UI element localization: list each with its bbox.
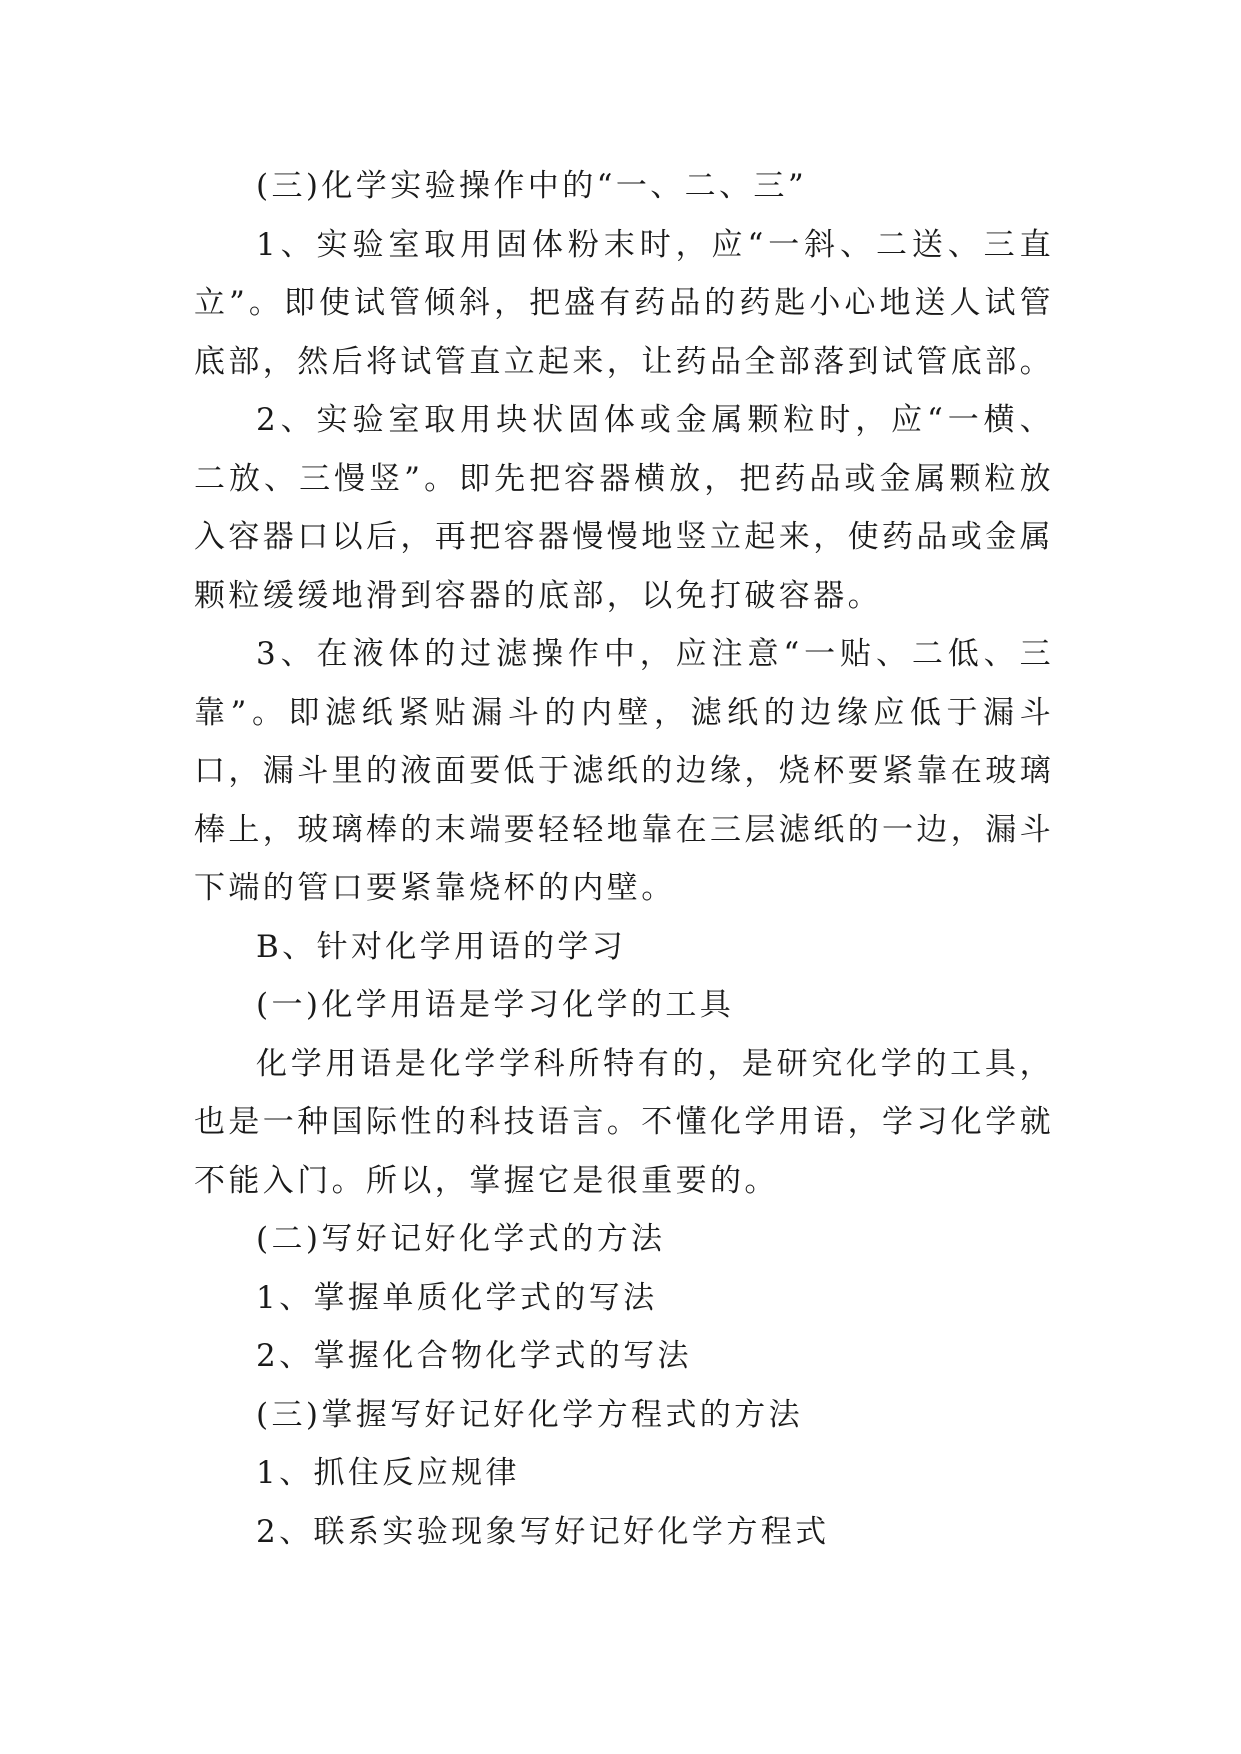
subheading-equation-methods: (三)掌握写好记好化学方程式的方法 xyxy=(256,1396,803,1433)
list-item-reaction-rules: 1、抓住反应规律 xyxy=(256,1455,520,1491)
paragraph-block-solid: 2、实验室取用块状固体或金属颗粒时，应“一横、二放、三慢竖”。即先把容器横放，把药品或金属颗粒放入容器口以后，再把容器慢慢地竖立起来，使药品或金属颗粒缓缓地滑到容器的底部，以免打破容器。 xyxy=(194,402,1054,614)
list-item-experiment-phenomena: 2、联系实验现象写好记好化学方程式 xyxy=(256,1513,830,1550)
list-item-element-formula: 1、掌握单质化学式的写法 xyxy=(256,1279,658,1316)
list-item-compound-formula: 2、掌握化合物化学式的写法 xyxy=(256,1338,692,1374)
document-body xyxy=(194,157,1054,1561)
paragraph-filtration: 3、在液体的过滤操作中，应注意“一贴、二低、三靠”。即滤纸紧贴漏斗的内壁，滤纸的边缘应低于漏斗口，漏斗里的液面要低于滤纸的边缘，烧杯要紧靠在玻璃棒上，玻璃棒的末端要轻轻地靠在三层滤纸的一边，漏斗下端的管口要紧靠烧杯的内壁。 xyxy=(194,636,1054,906)
subheading-language-as-tool: (一)化学用语是学习化学的工具 xyxy=(256,987,735,1023)
section-heading-experiment-operations: (三)化学实验操作中的“一、二、三” xyxy=(256,168,808,204)
paragraph-powder-solid: 1、实验室取用固体粉末时，应“一斜、二送、三直立”。即使试管倾斜，把盛有药品的药匙小心地送人试管底部，然后将试管直立起来，让药品全部落到试管底部。 xyxy=(194,226,1054,380)
section-heading-chemical-language: B、针对化学用语的学习 xyxy=(256,928,627,965)
paragraph-language-importance: 化学用语是化学学科所特有的，是研究化学的工具，也是一种国际性的科技语言。不懂化学用语，学习化学就不能入门。所以，掌握它是很重要的。 xyxy=(194,1045,1054,1199)
subheading-formula-methods: (二)写好记好化学式的方法 xyxy=(256,1221,666,1257)
